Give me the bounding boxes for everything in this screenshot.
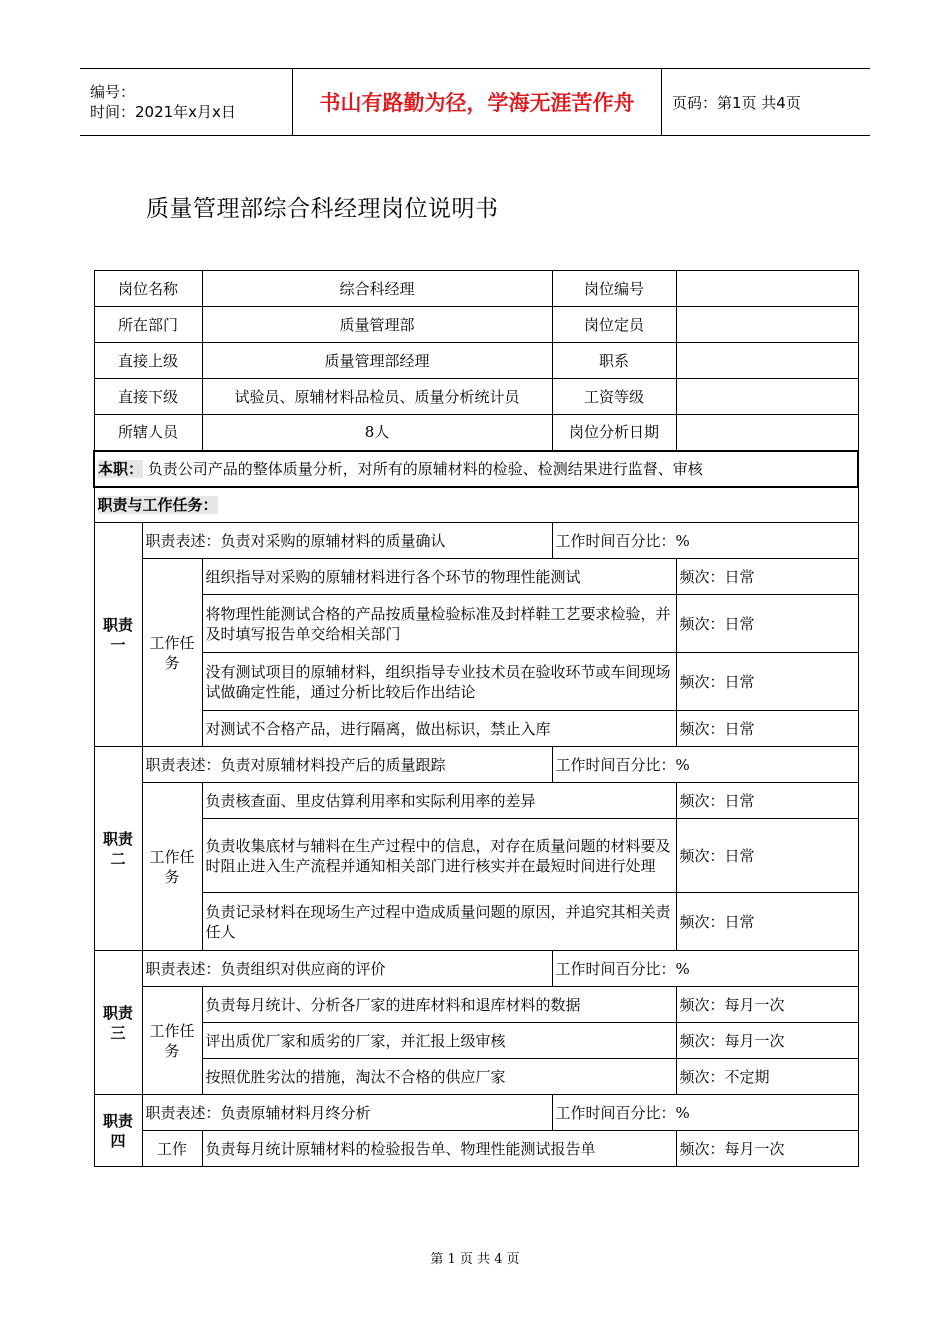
info-label: 工资等级 [552, 379, 676, 415]
info-value: 试验员、原辅材料品检员、质量分析统计员 [202, 379, 552, 415]
duty-text: 负责公司产品的整体质量分析，对所有的原辅材料的检验、检测结果进行监督、审核 [147, 459, 703, 478]
task-freq: 频次：日常 [676, 819, 858, 893]
duty-label: 本职： [98, 459, 144, 478]
info-value [676, 307, 858, 343]
task-row [94, 893, 858, 951]
resp-pct: 工作时间百分比：% [552, 747, 858, 783]
resp-pct: 工作时间百分比：% [552, 951, 858, 987]
task-text: 组织指导对采购的原辅材料进行各个环节的物理性能测试 [202, 559, 676, 595]
task-row [94, 653, 858, 711]
task-text: 对测试不合格产品，进行隔离，做出标识，禁止入库 [202, 711, 676, 747]
info-row [94, 415, 858, 451]
resp-name: 职责一 [94, 523, 142, 747]
resp-name: 职责三 [94, 951, 142, 1095]
duty-cell [94, 451, 858, 487]
resp-desc-row [94, 523, 858, 559]
resp-desc: 职责表述：负责原辅材料月终分析 [142, 1095, 552, 1131]
task-freq: 频次：日常 [676, 711, 858, 747]
info-row [94, 271, 858, 307]
info-label: 岗位定员 [552, 307, 676, 343]
page-header [80, 68, 870, 136]
document-title: 质量管理部综合科经理岗位说明书 [146, 196, 499, 222]
info-value: 质量管理部 [202, 307, 552, 343]
info-label: 直接下级 [94, 379, 202, 415]
info-label: 所辖人员 [94, 415, 202, 451]
task-text: 按照优胜劣汰的措施，淘汰不合格的供应厂家 [202, 1059, 676, 1095]
task-text: 负责核查面、里皮估算利用率和实际利用率的差异 [202, 783, 676, 819]
tasks-header-cell [94, 487, 858, 523]
task-freq: 频次：日常 [676, 783, 858, 819]
motto: 书山有路勤为径，学海无涯苦作舟 [293, 69, 662, 136]
info-label: 直接上级 [94, 343, 202, 379]
task-freq: 频次：每月一次 [676, 1023, 858, 1059]
task-text: 评出质优厂家和质劣的厂家，并汇报上级审核 [202, 1023, 676, 1059]
info-label: 岗位分析日期 [552, 415, 676, 451]
info-label: 职系 [552, 343, 676, 379]
task-freq: 频次：每月一次 [676, 1131, 858, 1167]
task-row [94, 987, 858, 1023]
info-value [676, 271, 858, 307]
task-freq: 频次：日常 [676, 595, 858, 653]
resp-pct: 工作时间百分比：% [552, 1095, 858, 1131]
work-task-label: 工作 [142, 1131, 202, 1167]
resp-name: 职责二 [94, 747, 142, 951]
info-row [94, 307, 858, 343]
task-row [94, 559, 858, 595]
resp-name: 职责四 [94, 1095, 142, 1167]
info-row [94, 379, 858, 415]
page-footer: 第 1 页 共 4 页 [430, 1252, 520, 1267]
info-value: 质量管理部经理 [202, 343, 552, 379]
task-freq: 频次：日常 [676, 559, 858, 595]
header-left [80, 69, 293, 136]
tasks-header: 职责与工作任务： [97, 495, 218, 514]
info-label: 所在部门 [94, 307, 202, 343]
info-value [676, 379, 858, 415]
task-text: 将物理性能测试合格的产品按质量检验标准及封样鞋工艺要求检验，并及时填写报告单交给相关部门 [202, 595, 676, 653]
resp-pct: 工作时间百分比：% [552, 523, 858, 559]
work-task-label: 工作任务 [142, 987, 202, 1095]
info-value [676, 415, 858, 451]
resp-desc: 职责表述：负责对原辅材料投产后的质量跟踪 [142, 747, 552, 783]
tasks-header-row [94, 487, 858, 523]
resp-desc: 职责表述：负责组织对供应商的评价 [142, 951, 552, 987]
page-info: 页码：第1页 共4页 [662, 69, 871, 136]
task-text: 负责每月统计原辅材料的检验报告单、物理性能测试报告单 [202, 1131, 676, 1167]
task-row [94, 595, 858, 653]
task-row [94, 1023, 858, 1059]
work-task-label: 工作任务 [142, 559, 202, 747]
info-value: 8人 [202, 415, 552, 451]
info-value: 综合科经理 [202, 271, 552, 307]
task-freq: 频次：不定期 [676, 1059, 858, 1095]
resp-desc-row [94, 1095, 858, 1131]
job-description-table [93, 270, 859, 1167]
task-text: 没有测试项目的原辅材料，组织指导专业技术员在验收环节或车间现场试做确定性能，通过分析比较后作出结论 [202, 653, 676, 711]
info-value [676, 343, 858, 379]
task-text: 负责收集底材与辅料在生产过程中的信息，对存在质量问题的材料要及时阻止进入生产流程并通知相关部门进行核实并在最短时间进行处理 [202, 819, 676, 893]
task-text: 负责每月统计、分析各厂家的进库材料和退库材料的数据 [202, 987, 676, 1023]
number-label: 编号： [90, 83, 136, 101]
resp-desc-row [94, 747, 858, 783]
task-freq: 频次：日常 [676, 893, 858, 951]
task-row [94, 783, 858, 819]
task-text: 负责记录材料在现场生产过程中造成质量问题的原因，并追究其相关责任人 [202, 893, 676, 951]
task-row [94, 819, 858, 893]
time-label: 时间：2021年x月x日 [90, 103, 236, 121]
work-task-label: 工作任务 [142, 783, 202, 951]
info-row [94, 343, 858, 379]
resp-desc: 职责表述：负责对采购的原辅材料的质量确认 [142, 523, 552, 559]
task-freq: 频次：日常 [676, 653, 858, 711]
task-freq: 频次：每月一次 [676, 987, 858, 1023]
resp-desc-row [94, 951, 858, 987]
info-label: 岗位编号 [552, 271, 676, 307]
task-row [94, 711, 858, 747]
info-label: 岗位名称 [94, 271, 202, 307]
duty-row [94, 451, 858, 487]
task-row [94, 1059, 858, 1095]
task-row [94, 1131, 858, 1167]
